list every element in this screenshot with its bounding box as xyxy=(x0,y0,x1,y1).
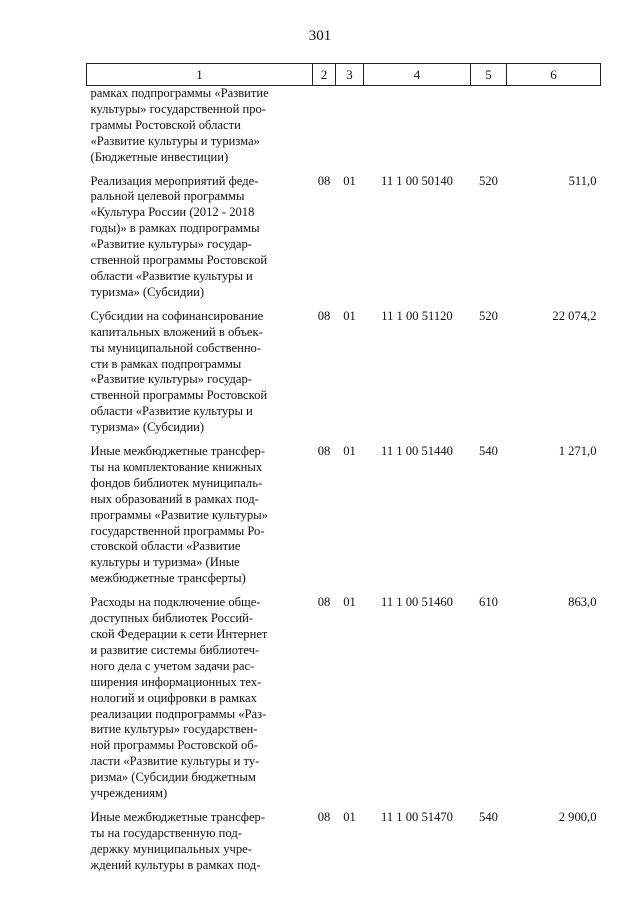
section-code: 08 xyxy=(317,444,331,459)
expense-type-code: 540 xyxy=(479,809,498,824)
description-line: ной программы Ростовской об- xyxy=(90,738,258,753)
table-header-row xyxy=(87,64,601,86)
description-line: туризма» (Субсидии) xyxy=(90,284,205,299)
description-line: фондов библиотек муниципаль- xyxy=(90,475,263,490)
row-description xyxy=(87,595,313,810)
target-article-code: 11 1 00 51440 xyxy=(381,444,453,459)
amount: 22 074,2 xyxy=(552,308,597,323)
description-line: Расходы на подключение обще- xyxy=(90,595,261,610)
row-description xyxy=(87,810,313,882)
row-description xyxy=(87,86,313,174)
description-line: «Развитие культуры» государ- xyxy=(90,237,252,252)
description-line: «Развитие культуры» государ- xyxy=(90,372,252,387)
subsection-code: 01 xyxy=(343,444,356,459)
description-line: (Бюджетные инвестиции) xyxy=(90,149,229,164)
description-line: стовской области «Развитие xyxy=(90,539,241,554)
description-line: ждений культуры в рамках под- xyxy=(90,857,261,872)
description-line: держку муниципальных учре- xyxy=(90,841,252,856)
subsection-code: 01 xyxy=(343,809,356,824)
target-article-code: 11 1 00 51460 xyxy=(381,595,453,610)
description-line: ты муниципальной собственно- xyxy=(90,340,262,355)
section-code: 08 xyxy=(317,308,331,323)
subsection-code xyxy=(336,86,364,174)
description-line: межбюджетные трансферты) xyxy=(90,571,246,586)
row-description xyxy=(87,174,313,309)
description-line: ты на комплектование книжных xyxy=(90,459,263,474)
description-line: культуры и туризма» (Иные xyxy=(90,555,240,570)
amount: 1 271,0 xyxy=(558,444,597,459)
description-line: и развитие системы библиотеч- xyxy=(90,642,260,657)
description-line: Иные межбюджетные трансфер- xyxy=(90,444,266,459)
description-line: области «Развитие культуры и xyxy=(90,268,253,283)
description-line: Субсидии на софинансирование xyxy=(90,308,264,323)
amount: 2 900,0 xyxy=(558,809,597,824)
description-line: культуры» государственной про- xyxy=(90,101,266,116)
table-row xyxy=(87,444,601,595)
description-line: ширения информационных тех- xyxy=(90,674,262,689)
description-line: рамках подпрограммы «Развитие xyxy=(90,86,269,100)
description-line: годы)» в рамках подпрограммы xyxy=(90,221,260,236)
column-header-5: 5 xyxy=(471,64,507,86)
expense-type-code: 610 xyxy=(479,595,498,610)
target-article-code: 11 1 00 50140 xyxy=(381,173,453,188)
table-row xyxy=(87,810,601,882)
description-line: ного дела с учетом задачи рас- xyxy=(90,658,255,673)
column-header-1: 1 xyxy=(87,64,313,86)
description-line: «Развитие культуры и туризма» xyxy=(90,133,260,148)
description-line: ласти «Развитие культуры и ту- xyxy=(90,754,260,769)
column-header-3: 3 xyxy=(336,64,364,86)
subsection-code: 01 xyxy=(343,595,356,610)
description-line: нологий и оцифровки в рамках xyxy=(90,690,257,705)
description-line: сти в рамках подпрограммы xyxy=(90,356,242,371)
section-code: 08 xyxy=(317,809,331,824)
description-line: «Культура России (2012 - 2018 xyxy=(90,205,255,220)
table-row xyxy=(87,309,601,444)
description-line: ных образований в рамках под- xyxy=(90,491,259,506)
table-row xyxy=(87,174,601,309)
description-line: ственной программы Ростовской xyxy=(90,253,268,268)
target-article-code xyxy=(364,86,471,174)
description-line: капитальных вложений в объек- xyxy=(90,324,263,339)
table-body xyxy=(87,86,601,882)
column-header-4: 4 xyxy=(364,64,471,86)
description-line: ты на государственную под- xyxy=(90,825,242,840)
target-article-code: 11 1 00 51470 xyxy=(381,809,453,824)
description-line: ральной целевой программы xyxy=(90,189,245,204)
expense-type-code: 520 xyxy=(479,173,498,188)
section-code xyxy=(313,86,336,174)
description-line: Реализация мероприятий феде- xyxy=(90,173,259,188)
description-line: учреждениям) xyxy=(90,786,168,801)
description-line: государственной программы Ро- xyxy=(90,523,265,538)
table-row xyxy=(87,595,601,810)
description-line: реализации подпрограммы «Раз- xyxy=(90,706,267,721)
description-line: ской Федерации к сети Интернет xyxy=(90,627,268,641)
subsection-code: 01 xyxy=(343,308,356,323)
description-line: программы «Развитие культуры» xyxy=(90,507,268,522)
target-article-code: 11 1 00 51120 xyxy=(381,308,453,323)
amount: 863,0 xyxy=(568,595,597,610)
description-line: доступных библиотек Россий- xyxy=(90,611,254,626)
description-line: туризма» (Субсидии) xyxy=(90,420,205,435)
expense-type-code: 520 xyxy=(479,308,498,323)
description-line: витие культуры» государствен- xyxy=(90,722,258,737)
table-row xyxy=(87,86,601,174)
row-description xyxy=(87,444,313,595)
column-header-2: 2 xyxy=(313,64,336,86)
description-line: Иные межбюджетные трансфер- xyxy=(90,809,266,824)
column-header-6: 6 xyxy=(507,64,601,86)
description-line: ризма» (Субсидии бюджетным xyxy=(90,770,256,785)
description-line: граммы Ростовской области xyxy=(90,117,241,132)
section-code: 08 xyxy=(317,595,331,610)
subsection-code: 01 xyxy=(343,173,356,188)
amount xyxy=(507,86,601,174)
expense-type-code xyxy=(471,86,507,174)
description-line: ственной программы Ростовской xyxy=(90,388,268,403)
section-code: 08 xyxy=(317,173,331,188)
amount: 511,0 xyxy=(568,173,597,188)
page-number: 301 xyxy=(308,28,332,44)
budget-table xyxy=(86,63,601,882)
expense-type-code: 540 xyxy=(479,444,498,459)
description-line: области «Развитие культуры и xyxy=(90,404,253,419)
row-description xyxy=(87,309,313,444)
